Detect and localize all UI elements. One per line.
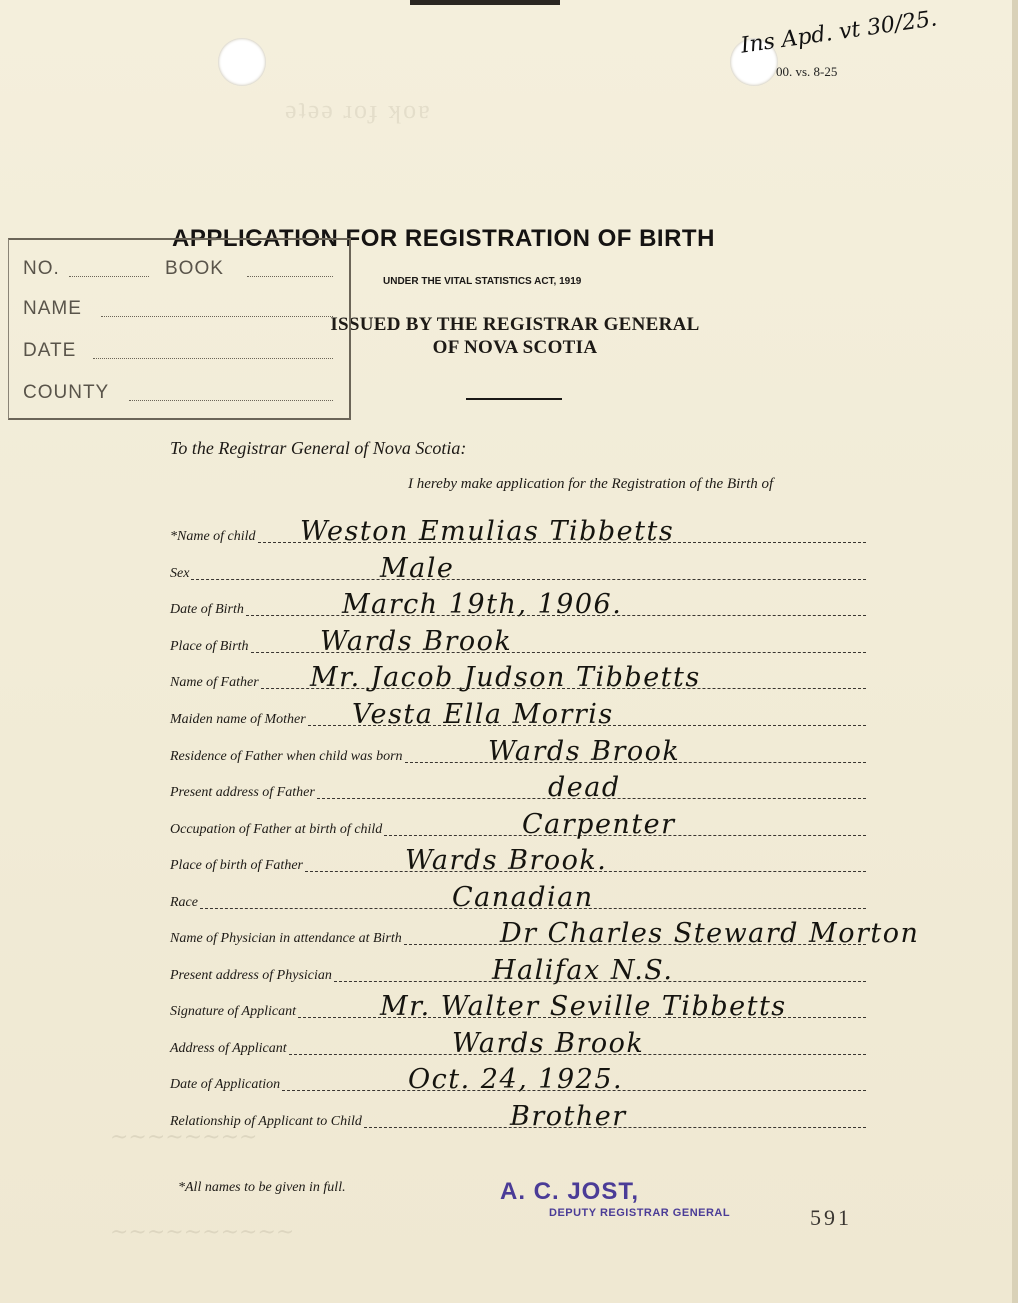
- intro-text: I hereby make application for the Registration of the Birth of: [408, 476, 774, 492]
- form-field-row: [170, 846, 866, 876]
- field-dashed-line: [191, 579, 866, 580]
- field-handwritten-value: Wards Brook: [320, 626, 513, 657]
- field-label: Present address of Father: [170, 785, 315, 800]
- form-field-row: [170, 956, 866, 986]
- stamp-county-line: [129, 400, 333, 401]
- field-label: Occupation of Father at birth of child: [170, 822, 383, 837]
- stamp-name-label: NAME: [23, 298, 82, 319]
- field-label: Residence of Father when child was born: [170, 749, 403, 764]
- form-field-row: [170, 590, 866, 620]
- field-handwritten-value: Oct. 24, 1925.: [408, 1064, 624, 1095]
- salutation: To the Registrar General of Nova Scotia:: [170, 438, 467, 458]
- registrar-stamp-title: DEPUTY REGISTRAR GENERAL: [549, 1207, 731, 1219]
- field-label: Place of birth of Father: [170, 858, 303, 873]
- field-handwritten-value: Weston Emulias Tibbetts: [300, 516, 675, 547]
- field-label: Date of Application: [170, 1077, 281, 1092]
- form-field-row: [170, 663, 866, 693]
- field-handwritten-value: Wards Brook.: [405, 845, 608, 876]
- field-label: Relationship of Applicant to Child: [170, 1114, 362, 1129]
- issued-by-line-2: OF NOVA SCOTIA: [432, 337, 598, 358]
- binding-strip: [410, 0, 560, 5]
- form-field-row: [170, 517, 866, 547]
- field-handwritten-value: Mr. Jacob Judson Tibbetts: [310, 662, 701, 693]
- form-field-row: [170, 1102, 866, 1132]
- field-handwritten-value: Wards Brook: [488, 736, 681, 767]
- field-label: Date of Birth: [170, 602, 244, 617]
- field-handwritten-value: Carpenter: [522, 809, 676, 840]
- form-field-row: [170, 883, 866, 913]
- field-label: Present address of Physician: [170, 968, 332, 983]
- field-handwritten-value: Canadian: [452, 882, 594, 913]
- stamp-name-line: [101, 316, 333, 317]
- field-handwritten-value: Vesta Ella Morris: [352, 699, 614, 730]
- stamp-no-line: [69, 276, 149, 277]
- field-label: Sex: [170, 566, 190, 581]
- paper-edge: [1012, 0, 1018, 1303]
- field-label: Address of Applicant: [170, 1041, 287, 1056]
- form-field-row: [170, 810, 866, 840]
- act-subtitle: UNDER THE VITAL STATISTICS ACT, 1919: [383, 276, 582, 287]
- form-field-row: [170, 992, 866, 1022]
- stamp-county-label: COUNTY: [23, 382, 110, 403]
- field-handwritten-value: dead: [548, 772, 621, 803]
- show-through-text: ǝʇǝǝ ɹoɟ ʞoɐ: [285, 95, 432, 124]
- issued-by-line-1: ISSUED BY THE REGISTRAR GENERAL: [330, 314, 700, 335]
- field-handwritten-value: March 19th, 1906.: [342, 589, 623, 620]
- field-handwritten-value: Wards Brook: [452, 1028, 645, 1059]
- field-label: Maiden name of Mother: [170, 712, 306, 727]
- field-label: Place of Birth: [170, 639, 249, 654]
- show-through-ink: ~~~~~~~~: [110, 1125, 258, 1150]
- field-handwritten-value: Halifax N.S.: [492, 955, 674, 986]
- stamp-book-line: [247, 276, 333, 277]
- form-field-row: [170, 554, 866, 584]
- stamp-book-label: BOOK: [165, 258, 224, 279]
- field-handwritten-value: Brother: [510, 1101, 627, 1132]
- form-code: 00. vs. 8-25: [776, 64, 838, 79]
- divider: [466, 398, 562, 400]
- stamp-date-label: DATE: [23, 340, 77, 361]
- field-label: *Name of child: [170, 529, 256, 544]
- form-field-row: [170, 737, 866, 767]
- field-handwritten-value: Dr Charles Steward Morton: [500, 918, 920, 949]
- issued-by: [290, 313, 740, 359]
- show-through-ink-2: ~~~~~~~~~~: [110, 1220, 295, 1245]
- registrar-stamp-name: A. C. JOST,: [500, 1178, 640, 1205]
- field-label: Name of Physician in attendance at Birth: [170, 931, 402, 946]
- field-label: Name of Father: [170, 675, 259, 690]
- punch-hole-left: [218, 38, 266, 86]
- registration-stamp-box: [8, 238, 351, 420]
- form-number: 591: [810, 1205, 852, 1230]
- stamp-no-label: NO.: [23, 258, 60, 279]
- page-title: APPLICATION FOR REGISTRATION OF BIRTH: [172, 225, 715, 252]
- field-label: Signature of Applicant: [170, 1004, 296, 1019]
- form-field-row: [170, 1029, 866, 1059]
- form-field-row: [170, 1065, 866, 1095]
- footnote: *All names to be given in full.: [178, 1180, 346, 1195]
- form-field-row: [170, 627, 866, 657]
- form-field-row: [170, 918, 920, 949]
- handwritten-note: Ins Apd. vt 30/25.: [739, 6, 939, 59]
- form-field-row: [170, 700, 866, 730]
- stamp-date-line: [93, 358, 333, 359]
- field-handwritten-value: Mr. Walter Seville Tibbetts: [380, 991, 787, 1022]
- field-label: Race: [170, 895, 198, 910]
- field-handwritten-value: Male: [380, 553, 455, 584]
- form-field-row: [170, 773, 866, 803]
